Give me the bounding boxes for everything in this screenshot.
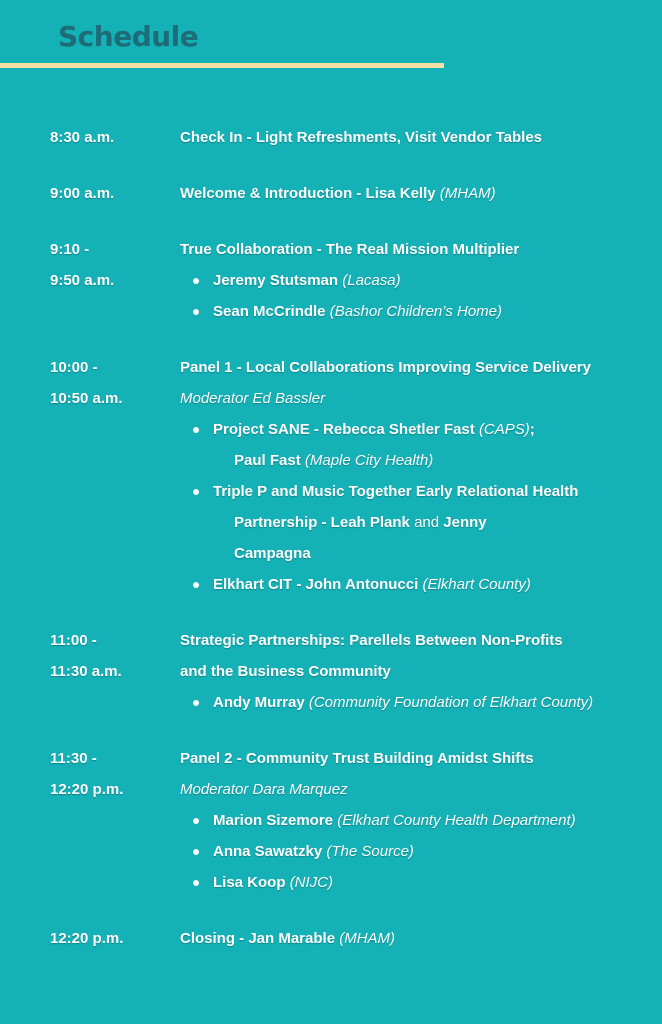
entry-title: Check In - Light Refreshments, Visit Vendor Tables [180,129,543,146]
speaker-item: Triple P and Music Together Early Relational Health [180,476,650,507]
entry-title: Panel 2 - Community Trust Building Amidst Shifts [180,750,534,767]
speaker-item: Marion Sizemore (Elkhart County Health Department) [180,805,650,836]
speaker-item: Anna Sawatzky (The Source) [180,836,650,867]
organization: (NIJC) [289,874,334,891]
entry-time: 11:30 - 12:20 p.m. [50,750,124,798]
schedule-entry [50,122,650,153]
entry-time: 8:30 a.m. [50,129,115,146]
schedule-list [50,122,650,979]
schedule-entry [50,923,650,954]
speaker-item: Sean McCrindle (Bashor Children’s Home) [180,296,650,327]
bullet-icon [193,278,199,284]
speaker-continuation: Paul Fast (Maple City Health) [234,452,434,469]
schedule-entry [50,625,650,718]
entry-title: Closing - Jan Marable (MHAM) [180,930,396,947]
entry-title: Strategic Partnerships: Parellels Between Non-Profits [180,632,563,649]
schedule-entry [50,178,650,209]
speaker-item: Jeremy Stutsman (Lacasa) [180,265,650,296]
organization: (Lacasa) [342,272,401,289]
bullet-icon [193,489,199,495]
bullet-icon [193,427,199,433]
organization: (Maple City Health) [304,452,434,469]
bullet-icon [193,582,199,588]
bullet-icon [193,700,199,706]
organization: (MHAM) [439,185,496,202]
entry-title: and the Business Community [180,663,391,680]
speaker-item: Project SANE - Rebecca Shetler Fast (CAPS); [180,414,650,445]
schedule-entry [50,743,650,898]
speaker-item: Elkhart CIT - John Antonucci (Elkhart County) [180,569,650,600]
organization: (Elkhart County) [422,576,531,593]
organization: (Community Foundation of Elkhart County) [308,694,594,711]
entry-time: 9:00 a.m. [50,185,115,202]
speaker-continuation: Campagna [234,545,311,562]
entry-title: Welcome & Introduction - Lisa Kelly (MHAM) [180,185,496,202]
entry-title: Panel 1 - Local Collaborations Improving Service Delivery [180,359,591,376]
page-title: Schedule [58,20,199,53]
entry-time: 9:10 - 9:50 a.m. [50,241,115,289]
organization: (MHAM) [339,930,396,947]
entry-time: 12:20 p.m. [50,930,124,947]
bullet-icon [193,849,199,855]
speaker-continuation: Partnership - Leah Plank and Jenny [234,514,487,531]
bullet-icon [193,309,199,315]
schedule-entry [50,234,650,327]
speaker-item: Lisa Koop (NIJC) [180,867,650,898]
organization: (Elkhart County Health Department) [337,812,576,829]
entry-time: 11:00 - 11:30 a.m. [50,632,122,680]
title-underline [0,63,444,68]
bullet-icon [193,818,199,824]
organization: (The Source) [326,843,414,860]
organization: (Bashor Children’s Home) [329,303,502,320]
bullet-icon [193,880,199,886]
entry-title: True Collaboration - The Real Mission Multiplier [180,241,520,258]
entry-time: 10:00 - 10:50 a.m. [50,359,123,407]
organization: (CAPS) [478,421,530,438]
moderator: Moderator Dara Marquez [180,781,348,798]
schedule-entry [50,352,650,600]
speaker-item: Andy Murray (Community Foundation of Elkhart County) [180,687,650,718]
moderator: Moderator Ed Bassler [180,390,326,407]
